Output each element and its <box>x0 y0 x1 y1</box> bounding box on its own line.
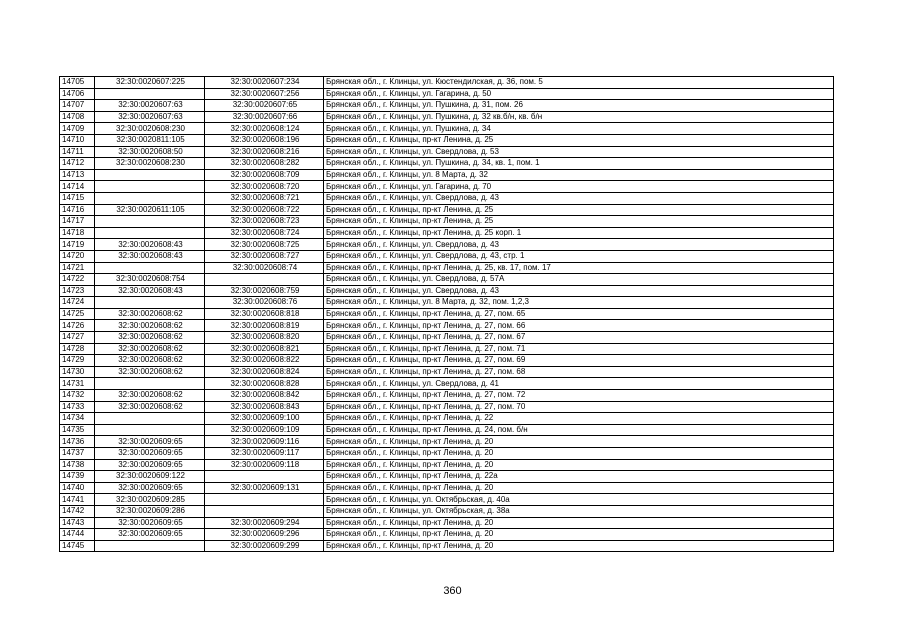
address-cell: Брянская обл., г. Клинцы, пр-кт Ленина, д. 25 корп. 1 <box>324 227 834 239</box>
parent-cadastral-number-cell <box>95 88 205 100</box>
parent-cadastral-number-cell: 32:30:0020609:65 <box>95 517 205 529</box>
cadastral-registry-table <box>59 76 834 552</box>
address-cell: Брянская обл., г. Клинцы, пр-кт Ленина, д. 27, пом. 71 <box>324 343 834 355</box>
table-row <box>60 424 834 436</box>
parent-cadastral-number-cell: 32:30:0020608:230 <box>95 158 205 170</box>
row-number-cell: 14743 <box>60 517 95 529</box>
address-cell: Брянская обл., г. Клинцы, ул. 8 Марта, д. 32, пом. 1,2,3 <box>324 297 834 309</box>
registry-table-body <box>60 77 834 552</box>
table-row <box>60 77 834 89</box>
row-number-cell: 14718 <box>60 227 95 239</box>
parent-cadastral-number-cell <box>95 413 205 425</box>
row-number-cell: 14745 <box>60 540 95 552</box>
table-row <box>60 459 834 471</box>
row-number-cell: 14725 <box>60 308 95 320</box>
cadastral-number-cell: 32:30:0020609:294 <box>205 517 324 529</box>
table-row <box>60 169 834 181</box>
table-row <box>60 494 834 506</box>
row-number-cell: 14739 <box>60 471 95 483</box>
parent-cadastral-number-cell <box>95 227 205 239</box>
table-row <box>60 401 834 413</box>
cadastral-number-cell: 32:30:0020608:196 <box>205 134 324 146</box>
cadastral-number-cell: 32:30:0020608:725 <box>205 239 324 251</box>
page-number: 360 <box>443 585 462 597</box>
row-number-cell: 14738 <box>60 459 95 471</box>
table-row <box>60 297 834 309</box>
cadastral-number-cell: 32:30:0020608:822 <box>205 355 324 367</box>
parent-cadastral-number-cell: 32:30:0020608:62 <box>95 355 205 367</box>
cadastral-number-cell: 32:30:0020608:759 <box>205 285 324 297</box>
row-number-cell: 14728 <box>60 343 95 355</box>
table-row <box>60 88 834 100</box>
cadastral-number-cell: 32:30:0020607:256 <box>205 88 324 100</box>
parent-cadastral-number-cell: 32:30:0020608:62 <box>95 390 205 402</box>
cadastral-number-cell: 32:30:0020608:843 <box>205 401 324 413</box>
cadastral-number-cell <box>205 274 324 286</box>
parent-cadastral-number-cell <box>95 192 205 204</box>
row-number-cell: 14717 <box>60 216 95 228</box>
address-cell: Брянская обл., г. Клинцы, ул. Свердлова, д. 43 <box>324 239 834 251</box>
parent-cadastral-number-cell: 32:30:0020609:122 <box>95 471 205 483</box>
cadastral-number-cell: 32:30:0020607:65 <box>205 100 324 112</box>
row-number-cell: 14719 <box>60 239 95 251</box>
address-cell: Брянская обл., г. Клинцы, пр-кт Ленина, д. 20 <box>324 459 834 471</box>
row-number-cell: 14705 <box>60 77 95 89</box>
cadastral-number-cell: 32:30:0020608:216 <box>205 146 324 158</box>
parent-cadastral-number-cell: 32:30:0020608:62 <box>95 401 205 413</box>
address-cell: Брянская обл., г. Клинцы, пр-кт Ленина, д. 25 <box>324 216 834 228</box>
address-cell: Брянская обл., г. Клинцы, пр-кт Ленина, д. 20 <box>324 540 834 552</box>
cadastral-number-cell: 32:30:0020608:722 <box>205 204 324 216</box>
table-row <box>60 181 834 193</box>
address-cell: Брянская обл., г. Клинцы, ул. Свердлова, д. 43 <box>324 192 834 204</box>
table-row <box>60 505 834 517</box>
parent-cadastral-number-cell <box>95 262 205 274</box>
parent-cadastral-number-cell: 32:30:0020608:754 <box>95 274 205 286</box>
parent-cadastral-number-cell <box>95 216 205 228</box>
address-cell: Брянская обл., г. Клинцы, ул. Свердлова, д. 53 <box>324 146 834 158</box>
address-cell: Брянская обл., г. Клинцы, ул. Гагарина, д. 50 <box>324 88 834 100</box>
table-row <box>60 262 834 274</box>
table-row <box>60 366 834 378</box>
cadastral-number-cell: 32:30:0020608:727 <box>205 250 324 262</box>
table-row <box>60 134 834 146</box>
row-number-cell: 14713 <box>60 169 95 181</box>
table-row <box>60 529 834 541</box>
parent-cadastral-number-cell: 32:30:0020608:62 <box>95 366 205 378</box>
address-cell: Брянская обл., г. Клинцы, пр-кт Ленина, д. 27, пом. 68 <box>324 366 834 378</box>
table-row <box>60 343 834 355</box>
row-number-cell: 14731 <box>60 378 95 390</box>
cadastral-number-cell: 32:30:0020608:74 <box>205 262 324 274</box>
row-number-cell: 14709 <box>60 123 95 135</box>
row-number-cell: 14708 <box>60 111 95 123</box>
table-row <box>60 436 834 448</box>
address-cell: Брянская обл., г. Клинцы, ул. Октябрьская, д. 40а <box>324 494 834 506</box>
address-cell: Брянская обл., г. Клинцы, пр-кт Ленина, д. 27, пом. 72 <box>324 390 834 402</box>
parent-cadastral-number-cell: 32:30:0020608:62 <box>95 343 205 355</box>
table-row <box>60 378 834 390</box>
address-cell: Брянская обл., г. Клинцы, пр-кт Ленина, д. 24, пом. б/н <box>324 424 834 436</box>
table-row <box>60 111 834 123</box>
table-row <box>60 239 834 251</box>
address-cell: Брянская обл., г. Клинцы, ул. Октябрьская, д. 38а <box>324 505 834 517</box>
cadastral-number-cell: 32:30:0020609:118 <box>205 459 324 471</box>
parent-cadastral-number-cell: 32:30:0020609:286 <box>95 505 205 517</box>
address-cell: Брянская обл., г. Клинцы, ул. Гагарина, д. 70 <box>324 181 834 193</box>
cadastral-number-cell <box>205 471 324 483</box>
row-number-cell: 14724 <box>60 297 95 309</box>
cadastral-number-cell: 32:30:0020609:296 <box>205 529 324 541</box>
row-number-cell: 14737 <box>60 448 95 460</box>
table-row <box>60 413 834 425</box>
row-number-cell: 14712 <box>60 158 95 170</box>
cadastral-number-cell: 32:30:0020609:116 <box>205 436 324 448</box>
cadastral-number-cell: 32:30:0020607:66 <box>205 111 324 123</box>
row-number-cell: 14723 <box>60 285 95 297</box>
row-number-cell: 14715 <box>60 192 95 204</box>
table-row <box>60 192 834 204</box>
parent-cadastral-number-cell <box>95 297 205 309</box>
cadastral-number-cell: 32:30:0020609:299 <box>205 540 324 552</box>
address-cell: Брянская обл., г. Клинцы, пр-кт Ленина, д. 27, пом. 70 <box>324 401 834 413</box>
row-number-cell: 14711 <box>60 146 95 158</box>
parent-cadastral-number-cell <box>95 424 205 436</box>
table-row <box>60 355 834 367</box>
address-cell: Брянская обл., г. Клинцы, пр-кт Ленина, д. 27, пом. 65 <box>324 308 834 320</box>
address-cell: Брянская обл., г. Клинцы, ул. Кюстендилская, д. 36, пом. 5 <box>324 77 834 89</box>
row-number-cell: 14710 <box>60 134 95 146</box>
cadastral-number-cell: 32:30:0020608:824 <box>205 366 324 378</box>
row-number-cell: 14733 <box>60 401 95 413</box>
table-row <box>60 100 834 112</box>
address-cell: Брянская обл., г. Клинцы, пр-кт Ленина, д. 20 <box>324 529 834 541</box>
row-number-cell: 14706 <box>60 88 95 100</box>
cadastral-number-cell: 32:30:0020608:76 <box>205 297 324 309</box>
row-number-cell: 14722 <box>60 274 95 286</box>
parent-cadastral-number-cell <box>95 540 205 552</box>
address-cell: Брянская обл., г. Клинцы, пр-кт Ленина, д. 22 <box>324 413 834 425</box>
cadastral-number-cell: 32:30:0020609:109 <box>205 424 324 436</box>
address-cell: Брянская обл., г. Клинцы, пр-кт Ленина, д. 27, пом. 66 <box>324 320 834 332</box>
row-number-cell: 14720 <box>60 250 95 262</box>
cadastral-number-cell: 32:30:0020608:828 <box>205 378 324 390</box>
address-cell: Брянская обл., г. Клинцы, пр-кт Ленина, д. 27, пом. 69 <box>324 355 834 367</box>
row-number-cell: 14716 <box>60 204 95 216</box>
cadastral-number-cell: 32:30:0020608:709 <box>205 169 324 181</box>
address-cell: Брянская обл., г. Клинцы, пр-кт Ленина, д. 25 <box>324 204 834 216</box>
parent-cadastral-number-cell: 32:30:0020607:225 <box>95 77 205 89</box>
table-row <box>60 204 834 216</box>
cadastral-number-cell: 32:30:0020608:723 <box>205 216 324 228</box>
cadastral-number-cell: 32:30:0020608:282 <box>205 158 324 170</box>
address-cell: Брянская обл., г. Клинцы, ул. Пушкина, д. 34, кв. 1, пом. 1 <box>324 158 834 170</box>
parent-cadastral-number-cell: 32:30:0020609:65 <box>95 436 205 448</box>
table-row <box>60 540 834 552</box>
parent-cadastral-number-cell: 32:30:0020609:65 <box>95 529 205 541</box>
parent-cadastral-number-cell: 32:30:0020608:62 <box>95 332 205 344</box>
cadastral-number-cell: 32:30:0020608:820 <box>205 332 324 344</box>
parent-cadastral-number-cell <box>95 378 205 390</box>
cadastral-number-cell <box>205 494 324 506</box>
parent-cadastral-number-cell: 32:30:0020611:105 <box>95 204 205 216</box>
row-number-cell: 14730 <box>60 366 95 378</box>
parent-cadastral-number-cell: 32:30:0020608:230 <box>95 123 205 135</box>
table-row <box>60 448 834 460</box>
table-row <box>60 227 834 239</box>
address-cell: Брянская обл., г. Клинцы, ул. Пушкина, д. 31, пом. 26 <box>324 100 834 112</box>
cadastral-number-cell: 32:30:0020609:100 <box>205 413 324 425</box>
row-number-cell: 14742 <box>60 505 95 517</box>
parent-cadastral-number-cell <box>95 181 205 193</box>
table-row <box>60 517 834 529</box>
cadastral-number-cell: 32:30:0020608:720 <box>205 181 324 193</box>
cadastral-number-cell <box>205 505 324 517</box>
parent-cadastral-number-cell: 32:30:0020608:43 <box>95 239 205 251</box>
address-cell: Брянская обл., г. Клинцы, ул. Пушкина, д. 32 кв.б/н, кв. б/н <box>324 111 834 123</box>
table-row <box>60 482 834 494</box>
parent-cadastral-number-cell: 32:30:0020607:63 <box>95 111 205 123</box>
address-cell: Брянская обл., г. Клинцы, пр-кт Ленина, д. 25 <box>324 134 834 146</box>
parent-cadastral-number-cell: 32:30:0020811:105 <box>95 134 205 146</box>
address-cell: Брянская обл., г. Клинцы, пр-кт Ленина, д. 22а <box>324 471 834 483</box>
table-row <box>60 216 834 228</box>
address-cell: Брянская обл., г. Клинцы, ул. Свердлова, д. 43, стр. 1 <box>324 250 834 262</box>
cadastral-number-cell: 32:30:0020608:724 <box>205 227 324 239</box>
row-number-cell: 14721 <box>60 262 95 274</box>
parent-cadastral-number-cell: 32:30:0020609:65 <box>95 448 205 460</box>
address-cell: Брянская обл., г. Клинцы, пр-кт Ленина, д. 20 <box>324 517 834 529</box>
table-row <box>60 332 834 344</box>
parent-cadastral-number-cell: 32:30:0020608:43 <box>95 285 205 297</box>
row-number-cell: 14714 <box>60 181 95 193</box>
address-cell: Брянская обл., г. Клинцы, ул. Свердлова, д. 41 <box>324 378 834 390</box>
table-row <box>60 285 834 297</box>
address-cell: Брянская обл., г. Клинцы, пр-кт Ленина, д. 20 <box>324 436 834 448</box>
row-number-cell: 14732 <box>60 390 95 402</box>
parent-cadastral-number-cell: 32:30:0020608:43 <box>95 250 205 262</box>
row-number-cell: 14740 <box>60 482 95 494</box>
row-number-cell: 14729 <box>60 355 95 367</box>
cadastral-number-cell: 32:30:0020609:117 <box>205 448 324 460</box>
cadastral-number-cell: 32:30:0020608:842 <box>205 390 324 402</box>
table-row <box>60 123 834 135</box>
address-cell: Брянская обл., г. Клинцы, пр-кт Ленина, д. 20 <box>324 448 834 460</box>
parent-cadastral-number-cell: 32:30:0020609:65 <box>95 459 205 471</box>
address-cell: Брянская обл., г. Клинцы, пр-кт Ленина, д. 20 <box>324 482 834 494</box>
address-cell: Брянская обл., г. Клинцы, ул. 8 Марта, д. 32 <box>324 169 834 181</box>
cadastral-number-cell: 32:30:0020609:131 <box>205 482 324 494</box>
row-number-cell: 14726 <box>60 320 95 332</box>
row-number-cell: 14741 <box>60 494 95 506</box>
parent-cadastral-number-cell: 32:30:0020609:285 <box>95 494 205 506</box>
parent-cadastral-number-cell: 32:30:0020607:63 <box>95 100 205 112</box>
table-row <box>60 274 834 286</box>
cadastral-number-cell: 32:30:0020607:234 <box>205 77 324 89</box>
parent-cadastral-number-cell <box>95 169 205 181</box>
address-cell: Брянская обл., г. Клинцы, ул. Свердлова, д. 43 <box>324 285 834 297</box>
row-number-cell: 14744 <box>60 529 95 541</box>
row-number-cell: 14735 <box>60 424 95 436</box>
table-row <box>60 146 834 158</box>
cadastral-number-cell: 32:30:0020608:821 <box>205 343 324 355</box>
row-number-cell: 14727 <box>60 332 95 344</box>
parent-cadastral-number-cell: 32:30:0020608:50 <box>95 146 205 158</box>
table-row <box>60 158 834 170</box>
table-row <box>60 390 834 402</box>
cadastral-number-cell: 32:30:0020608:819 <box>205 320 324 332</box>
address-cell: Брянская обл., г. Клинцы, пр-кт Ленина, д. 25, кв. 17, пом. 17 <box>324 262 834 274</box>
row-number-cell: 14734 <box>60 413 95 425</box>
parent-cadastral-number-cell: 32:30:0020608:62 <box>95 308 205 320</box>
address-cell: Брянская обл., г. Клинцы, ул. Свердлова, д. 57А <box>324 274 834 286</box>
row-number-cell: 14707 <box>60 100 95 112</box>
row-number-cell: 14736 <box>60 436 95 448</box>
cadastral-number-cell: 32:30:0020608:124 <box>205 123 324 135</box>
table-row <box>60 250 834 262</box>
table-row <box>60 471 834 483</box>
cadastral-number-cell: 32:30:0020608:721 <box>205 192 324 204</box>
cadastral-number-cell: 32:30:0020608:818 <box>205 308 324 320</box>
table-row <box>60 320 834 332</box>
address-cell: Брянская обл., г. Клинцы, пр-кт Ленина, д. 27, пом. 67 <box>324 332 834 344</box>
parent-cadastral-number-cell: 32:30:0020608:62 <box>95 320 205 332</box>
parent-cadastral-number-cell: 32:30:0020609:65 <box>95 482 205 494</box>
address-cell: Брянская обл., г. Клинцы, ул. Пушкина, д. 34 <box>324 123 834 135</box>
table-row <box>60 308 834 320</box>
